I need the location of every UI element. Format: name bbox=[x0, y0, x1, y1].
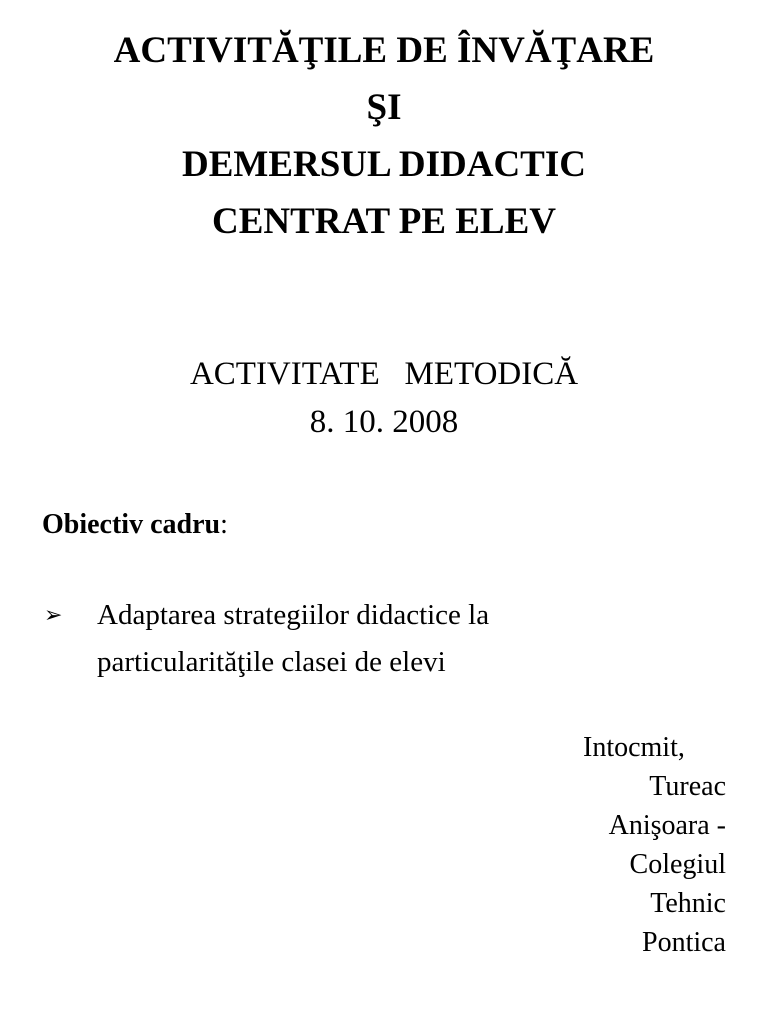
objective-item-line: Adaptarea strategiilor didactice la bbox=[97, 599, 490, 631]
author-prepared-by: Intocmit, bbox=[583, 732, 685, 763]
activity-subtitle bbox=[0, 350, 768, 446]
title-line: ACTIVITĂŢILE DE ÎNVĂŢARE bbox=[113, 30, 655, 71]
objective-heading bbox=[42, 505, 228, 545]
document-title bbox=[0, 22, 768, 250]
author-block bbox=[526, 728, 726, 962]
author-line: Tureac bbox=[649, 771, 726, 802]
author-line: Colegiul bbox=[629, 849, 726, 880]
author-line: Anişoara - bbox=[608, 810, 726, 841]
activity-date: 8. 10. 2008 bbox=[309, 404, 459, 440]
title-line: CENTRAT PE ELEV bbox=[211, 201, 557, 242]
arrow-bullet-icon: ➢ bbox=[44, 602, 63, 627]
objective-item-line: particularităţile clasei de elevi bbox=[97, 646, 446, 678]
author-line: Tehnic bbox=[650, 888, 726, 919]
activity-type: ACTIVITATE METODICĂ bbox=[189, 356, 579, 392]
title-line: ŞI bbox=[366, 87, 402, 128]
author-line: Pontica bbox=[642, 927, 726, 958]
objective-label: Obiectiv cadru bbox=[42, 509, 221, 540]
objective-colon: : bbox=[220, 509, 228, 540]
objective-item bbox=[97, 592, 717, 686]
title-line: DEMERSUL DIDACTIC bbox=[182, 144, 586, 185]
